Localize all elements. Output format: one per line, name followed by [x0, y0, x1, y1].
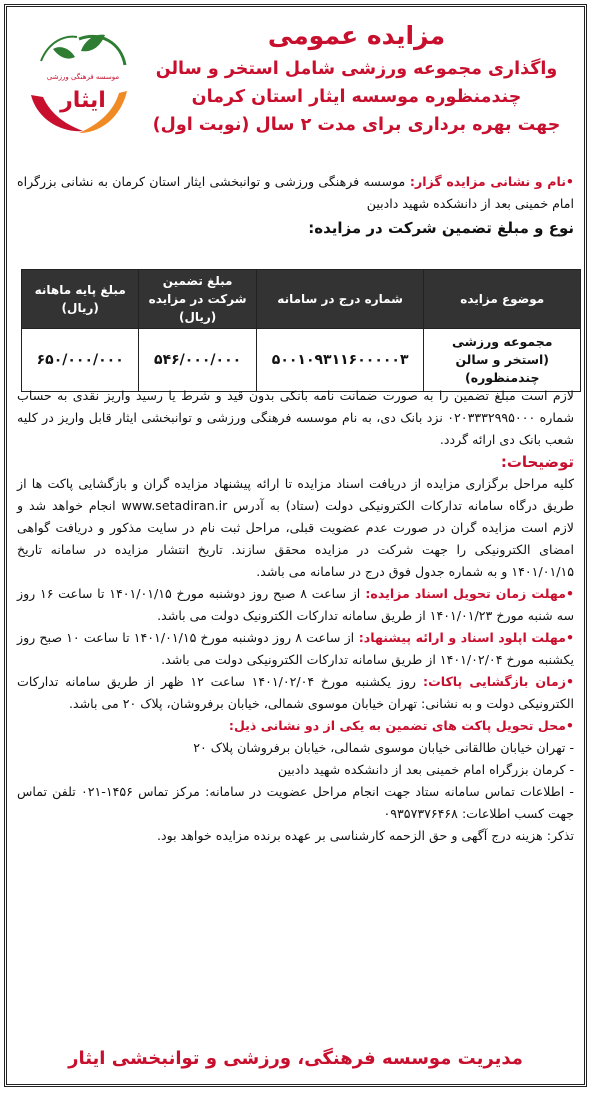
- table-header: مبلغ تضمین شرکت در مزایده (ریال): [139, 270, 256, 329]
- organizer-section: [17, 171, 574, 239]
- guarantee-section: [17, 385, 574, 847]
- deadline-item: •مهلت اپلود اسناد و ارائه پیشنهاد: از ساعت ۸ روز دوشنبه مورخ ۱۴۰۱/۰۱/۱۵ تا ساعت ۱۰ صبح روز یکشنبه مورخ ۱۴۰۱/۰۲/۰۴ از طریق سامانه تدارکات الکترونیکی دولت می باشد.: [17, 630, 575, 667]
- table-cell: ۵۰۰۱۰۹۳۱۱۶۰۰۰۰۰۳: [256, 329, 424, 392]
- table-header-row: [22, 270, 581, 329]
- deadline-item: •مهلت زمان تحویل اسناد مزایده: از ساعت ۸ صبح روز دوشنبه مورخ ۱۴۰۱/۰۱/۱۵ تا ساعت ۱۶ روز سه شنبه مورخ ۱۴۰۱/۰۱/۲۳ از طریق سامانه تدارکات الکترونیک دولت می باشد.: [17, 586, 575, 623]
- table-cell: مجموعه ورزشی (استخر و سالن چندمنظوره): [424, 329, 581, 392]
- list-item: - کرمان بزرگراه امام خمینی بعد از دانشکده شهید دادبین: [17, 759, 574, 781]
- remark-text: تذکر: هزینه درج آگهی و حق الزحمه کارشناسی بر عهده برنده مزایده خواهد بود.: [157, 828, 574, 843]
- organizer-text: موسسه فرهنگی ورزشی و توانبخشی ایثار استان کرمان به نشانی بزرگراه امام خمینی بعد از دانشکده شهید دادبین: [17, 174, 574, 211]
- delivery-heading: •محل تحویل پاکت های تضمین به یکی از دو نشانی ذیل:: [228, 718, 574, 733]
- auction-notice: [4, 4, 587, 1087]
- svg-text:ایثار: ایثار: [60, 88, 106, 113]
- table-header: موضوع مزایده: [424, 270, 581, 329]
- footer-signature: مدیریت موسسه فرهنگی، ورزشی و توانبخشی ایثار: [68, 1048, 523, 1069]
- page-title: مزایده عمومی: [267, 21, 446, 50]
- organizer-label: •نام و نشانی مزایده گزار:: [405, 174, 574, 189]
- svg-text:موسسه فرهنگی ورزشی: موسسه فرهنگی ورزشی: [46, 73, 120, 81]
- notes-text: کلیه مراحل برگزاری مزایده از دریافت اسناد مزایده تا ارائه پیشنهاد مزایده گران و بازگشایی پاکت ها از طریق درگاه سامانه تدارکات الکترونیکی دولت (ستاد) به آدرس www.setadiran.ir انجام خواهد شد و لازم است مزایده گران در صورت عدم عضویت قبلی، مراحل ثبت نام در سایت مذکور و دریافت گواهی امضای الکترونیکی را جهت شرکت در مزایده محقق سازند. تاریخ انتشار مزایده در سامانه تاریخ ۱۴۰۱/۰۱/۱۵ و به شماره جدول فوق درج در سامانه می باشد.: [17, 476, 574, 579]
- table-header: شماره درج در سامانه: [256, 270, 424, 329]
- notes-heading: توضیحات:: [500, 453, 574, 471]
- page-subtitle: واگذاری مجموعه ورزشی شامل استخر و سالن چندمنظوره موسسه ایثار استان کرمان جهت بهره برداری برای مدت ۲ سال (نوبت اول): [152, 59, 561, 135]
- table-cell: ۶۵۰/۰۰۰/۰۰۰: [22, 329, 139, 392]
- address-list: [17, 737, 574, 825]
- list-item: - اطلاعات تماس سامانه ستاد جهت انجام مراحل عضویت در سامانه: مرکز تماس ۱۴۵۶-۰۲۱ تلفن تماس جهت کسب اطلاعات: ۰۹۳۵۷۳۷۶۴۶۸: [17, 781, 574, 825]
- deadline-item: •زمان بازگشایی پاکات: روز یکشنبه مورخ ۱۴۰۱/۰۲/۰۴ ساعت ۱۲ ظهر از طریق سامانه تدارکات الکترونیکی دولت و به نشانی: تهران خیابان موسوی شمالی، خیابان برفروشان، پلاک ۲۰ می باشد.: [17, 674, 575, 711]
- hands-leaf-logo-icon: [21, 21, 139, 143]
- type-heading: نوع و مبلغ تضمین شرکت در مزایده:: [308, 219, 574, 237]
- auction-table: [21, 269, 581, 392]
- guarantee-text: لازم است مبلغ تضمین را به صورت ضمانت نامه بانکی بدون قید و شرط یا رسید واریز نقدی به حساب شماره ۰۲۰۳۳۳۲۹۹۵۰۰۰ نزد بانک دی، به نام موسسه فرهنگی ورزشی و توانبخشی ایثار قابل واریز در کلیه شعب بانک دی ارائه گردد.: [17, 388, 574, 447]
- table-row: [22, 329, 581, 392]
- list-item: - تهران خیابان طالقانی خیابان موسوی شمالی، خیابان برفروشان پلاک ۲۰: [17, 737, 574, 759]
- table-cell: ۵۴۶/۰۰۰/۰۰۰: [139, 329, 256, 392]
- isar-logo: [21, 21, 139, 143]
- table-header: مبلغ پایه ماهانه (ریال): [22, 270, 139, 329]
